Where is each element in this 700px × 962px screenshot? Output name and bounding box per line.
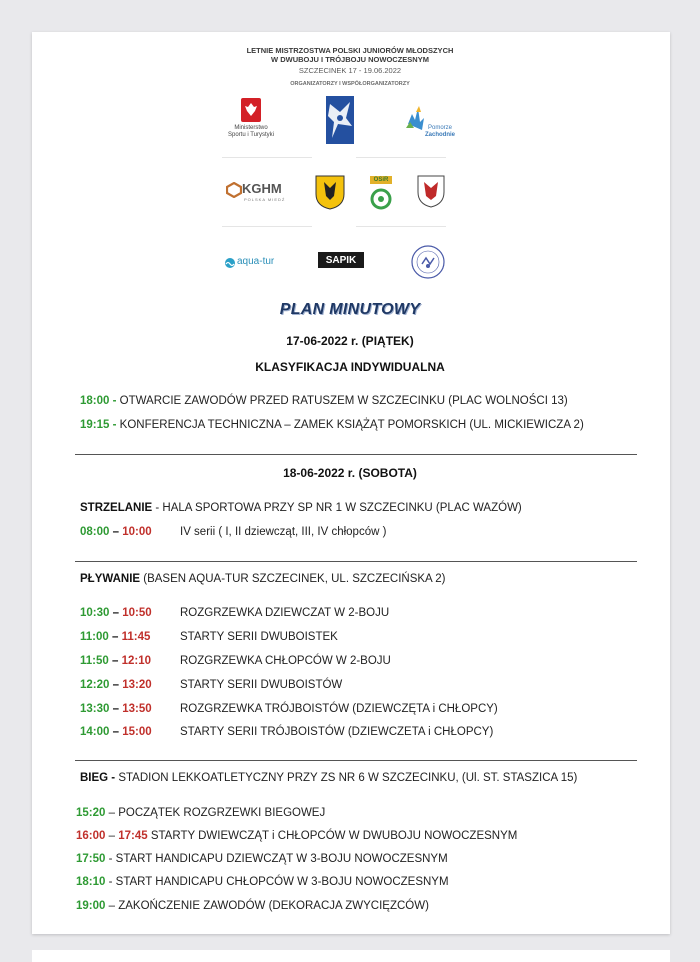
shooting-venue: - HALA SPORTOWA PRZY SP NR 1 W SZCZECINKU (PLAC WAZÓW) <box>152 502 522 514</box>
organizers-label: ORGANIZATORZY I WSPÓŁORGANIZATORZY <box>290 81 410 87</box>
item-text: STARTY SERII DWUBOISTÓW <box>180 679 343 691</box>
day1-subtitle: KLASYFIKACJA INDYWIDUALNA <box>255 360 445 374</box>
item-text: ROZGRZEWKA TRÓJBOISTÓW (DZIEWCZĘTA i CHŁOPCY) <box>180 703 498 715</box>
day1-date: 17-06-2022 r. (PIĄTEK) <box>286 334 414 348</box>
aquatur-logo-text: aqua-tur <box>237 256 275 267</box>
next-page-edge <box>32 950 670 962</box>
header-line-2: W DWUBOJU I TRÓJBOJU NOWOCZESNYM <box>271 55 429 64</box>
section-divider <box>75 454 637 455</box>
logo-divider <box>356 226 446 227</box>
pentathlon-federation-logo <box>326 96 354 149</box>
pentathlon-club-seal-logo <box>410 244 446 285</box>
time-start: 08:00 <box>80 526 110 538</box>
osir-text: OSiR <box>373 177 389 183</box>
polish-eagle-logo <box>241 98 261 127</box>
swimming-label: PŁYWANIE <box>80 573 141 585</box>
schedule-item: 19:00 – ZAKOŃCZENIE ZAWODÓW (DEKORACJA ZWYCIĘZCÓW) <box>76 900 429 912</box>
pomorze-caption-2: Zachodnie <box>424 132 455 138</box>
item-text: POCZĄTEK ROZGRZEWKI BIEGOWEJ <box>118 807 326 819</box>
schedule-item: 14:00 – 15:00 STARTY SERII TRÓJBOISTÓW (DZIEWCZETA i CHŁOPCY) <box>80 726 494 738</box>
schedule-item: 08:00 – 10:00 IV serii ( I, II dziewcząt, III, IV chłopców ) <box>80 526 387 538</box>
running-venue: STADION LEKKOATLETYCZNY PRZY ZS NR 6 W SZCZECINKU, (Ul. ST. STASZICA 15) <box>115 772 578 784</box>
item-text: STARTY SERII TRÓJBOISTÓW (DZIEWCZETA i CHŁOPCY) <box>180 726 494 738</box>
swimming-header <box>80 573 446 585</box>
schedule-item: 16:00 – 17:45 STARTY DWIEWCZĄT i CHŁOPCÓW W DWUBOJU NOWOCZESNYM <box>76 830 518 842</box>
item-text: ROZGRZEWKA DZIEWCZAT W 2-BOJU <box>180 607 390 619</box>
schedule-item: 12:20 – 13:20 STARTY SERII DWUBOISTÓW <box>80 679 343 691</box>
schedule-item: 17:50 - START HANDICAPU DZIEWCZĄT W 3-BOJU NOWOCZESNYM <box>76 853 448 865</box>
day2-date: 18-06-2022 r. (SOBOTA) <box>283 466 417 480</box>
ministerstwo-caption-2: Sportu i Turystyki <box>227 132 274 138</box>
schedule-item: 10:30 – 10:50 ROZGRZEWKA DZIEWCZAT W 2-BOJU <box>80 607 390 619</box>
page-title: PLAN MINUTOWY <box>279 301 421 318</box>
time-start: 18:00 <box>80 395 110 407</box>
header-dates: SZCZECINEK 17 - 19.06.2022 <box>298 66 402 75</box>
logo-divider <box>356 157 446 158</box>
item-text: ROZGRZEWKA CHŁOPCÓW W 2-BOJU <box>180 655 391 667</box>
item-text: START HANDICAPU DZIEWCZĄT W 3-BOJU NOWOCZESNYM <box>115 853 448 865</box>
ministerstwo-caption-1: Ministerstwo <box>234 125 268 131</box>
time-start: 19:15 <box>80 419 110 431</box>
item-text: ZAKOŃCZENIE ZAWODÓW (DEKORACJA ZWYCIĘZCÓW) <box>118 900 429 912</box>
item-text: OTWARCIE ZAWODÓW PRZED RATUSZEM W SZCZECINKU (PLAC WOLNOŚCI 13) <box>119 395 568 407</box>
header-line-1: LETNIE MISTRZOSTWA POLSKI JUNIORÓW MŁODSZYCH <box>246 46 454 55</box>
running-header <box>80 772 577 784</box>
time-end: 10:00 <box>122 526 152 538</box>
item-text: STARTY DWIEWCZĄT i CHŁOPCÓW W DWUBOJU NOWOCZESNYM <box>147 830 518 842</box>
swimming-venue: (BASEN AQUA-TUR SZCZECINEK, UL. SZCZECIŃSKA 2) <box>140 573 446 585</box>
schedule-item: 18:00 - OTWARCIE ZAWODÓW PRZED RATUSZEM W SZCZECINKU (PLAC WOLNOŚCI 13) <box>80 395 568 407</box>
item-text: IV serii ( I, II dziewcząt, III, IV chłopców ) <box>180 526 387 538</box>
section-divider <box>75 561 637 562</box>
pomorze-caption-1: Pomorze <box>427 125 452 131</box>
shooting-label: STRZELANIE <box>80 502 153 514</box>
kghm-logo-text: KGHM <box>242 181 282 196</box>
logo-divider <box>222 157 312 158</box>
sapik-logo-text: SAPIK <box>325 255 357 266</box>
schedule-item: 11:50 – 12:10 ROZGRZEWKA CHŁOPCÓW W 2-BOJU <box>80 655 391 667</box>
item-text: STARTY SERII DWUBOISTEK <box>180 631 338 643</box>
running-label: BIEG - <box>80 772 116 784</box>
district-crest-logo <box>416 174 446 213</box>
schedule-item: 15:20 – POCZĄTEK ROZGRZEWKI BIEGOWEJ <box>76 807 326 819</box>
schedule-item: 18:10 - START HANDICAPU CHŁOPCÓW W 3-BOJU NOWOCZESNYM <box>76 876 449 888</box>
aquatur-wave-icon <box>224 256 236 274</box>
szczecinek-crest-logo <box>314 174 346 215</box>
kghm-subtitle: POLSKA MIEDŹ <box>244 197 286 202</box>
shooting-header <box>80 502 522 514</box>
schedule-item: 19:15 - KONFERENCJA TECHNICZNA – ZAMEK KSIĄŻĄT POMORSKICH (UL. MICKIEWICZA 2) <box>80 419 584 431</box>
section-divider <box>75 760 637 761</box>
schedule-item: 13:30 – 13:50 ROZGRZEWKA TRÓJBOISTÓW (DZIEWCZĘTA i CHŁOPCY) <box>80 703 498 715</box>
schedule-item: 11:00 – 11:45 STARTY SERII DWUBOISTEK <box>80 631 338 643</box>
kghm-mark-icon <box>226 182 242 203</box>
logo-divider <box>222 226 312 227</box>
item-text: KONFERENCJA TECHNICZNA – ZAMEK KSIĄŻĄT POMORSKICH (UL. MICKIEWICZA 2) <box>119 419 584 431</box>
document-page <box>32 32 670 934</box>
item-text: START HANDICAPU CHŁOPCÓW W 3-BOJU NOWOCZESNYM <box>115 876 449 888</box>
